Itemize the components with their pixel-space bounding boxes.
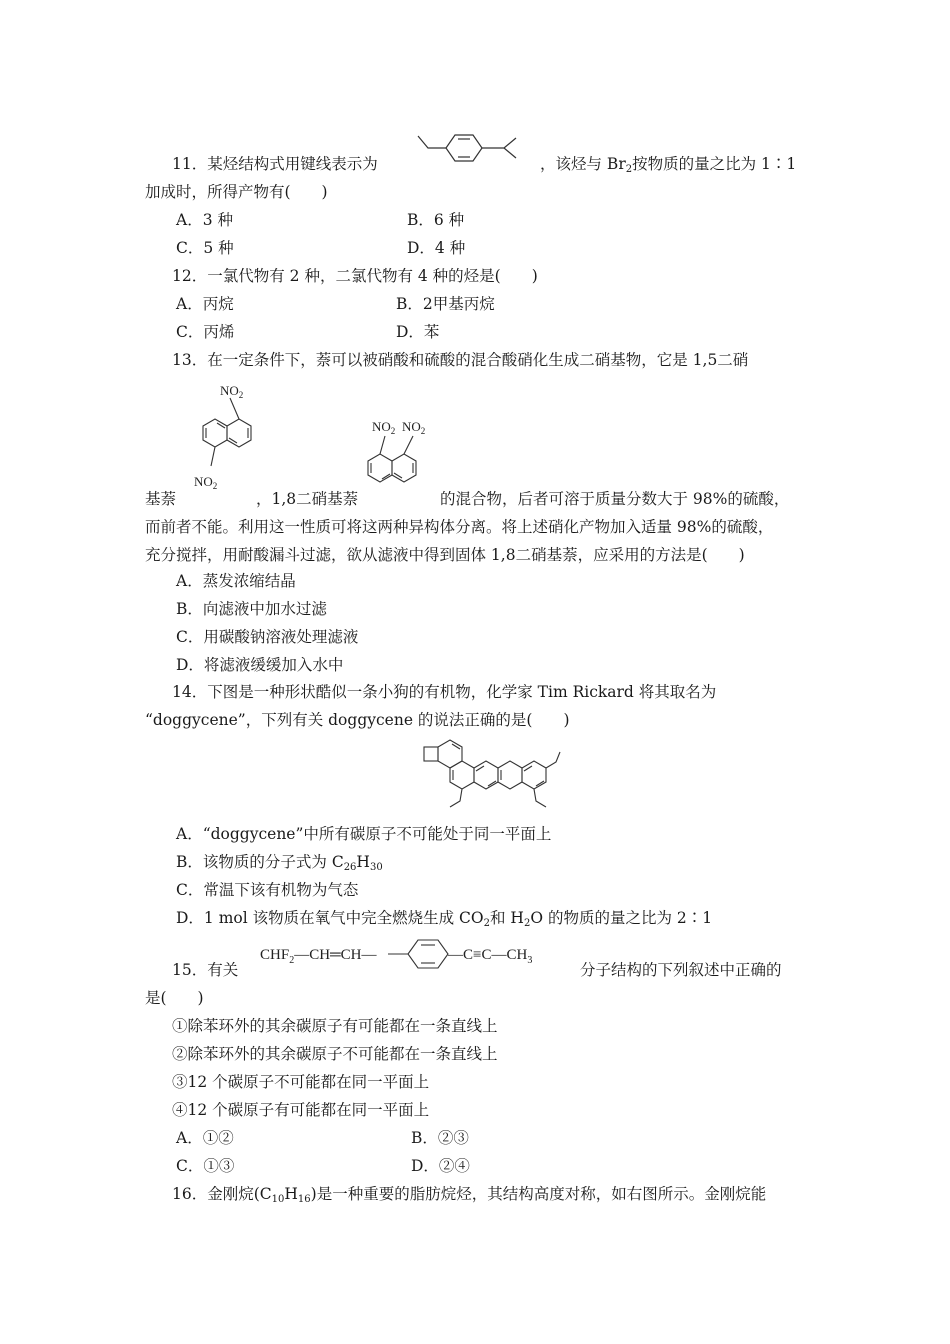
q11-stem-b: ，该烃与 Br bbox=[540, 155, 626, 173]
no2-18b-label: NO bbox=[402, 419, 421, 434]
q16-sub2: 16 bbox=[297, 1194, 311, 1205]
q11-option-c: C．5 种 bbox=[176, 239, 234, 257]
q15-statement-4: ④12 个碳原子有可能都在同一平面上 bbox=[172, 1101, 430, 1119]
q11-stem-line1 bbox=[172, 153, 378, 175]
q14-option-d-text-c: O 的物质的量之比为 2∶1 bbox=[530, 909, 713, 927]
q13-stem-b3: 的混合物，后者可溶于质量分数大于 98%的硫酸， bbox=[440, 490, 790, 508]
q13-stem-b2: ，1,8二硝基萘 bbox=[256, 490, 359, 508]
no2-bottom-sub: 2 bbox=[212, 481, 218, 491]
doggycene-structure bbox=[420, 735, 570, 821]
q14-stem-line1: 14．下图是一种形状酷似一条小狗的有机物，化学家 Tim Rickard 将其取名为 bbox=[172, 683, 717, 701]
q14-option-b-sub1: 26 bbox=[343, 862, 357, 873]
q12-option-c: C．丙烯 bbox=[176, 323, 235, 341]
q13-option-a: A．蒸发浓缩结晶 bbox=[176, 572, 296, 590]
q13-option-d: D．将滤液缓缓加入水中 bbox=[176, 656, 344, 674]
q14-option-d-sub2: 2 bbox=[523, 918, 531, 929]
q11-option-d: D．4 种 bbox=[407, 239, 466, 257]
q11-skeletal-structure bbox=[408, 128, 538, 168]
q15-option-a: A．①② bbox=[176, 1129, 234, 1147]
svg-text:NO2 bbox=[372, 419, 395, 436]
svg-text:NO2 bbox=[402, 419, 425, 436]
q13-stem-line1: 13．在一定条件下，萘可以被硝酸和硫酸的混合酸硝化生成二硝基物，它是 1,5二硝 bbox=[172, 351, 749, 369]
q15-formula-ch3-sub: 3 bbox=[527, 955, 533, 966]
q12-option-a: A．丙烷 bbox=[176, 295, 234, 313]
q15-formula-chf: CHF bbox=[260, 947, 290, 963]
q15-formula-right: —C≡C—CH bbox=[448, 947, 528, 963]
q15-formula-mid: —CH═CH— bbox=[294, 947, 377, 963]
q15-stem-c: 是( ) bbox=[145, 989, 204, 1007]
no2-bottom-label: NO bbox=[194, 474, 213, 489]
q14-option-c: C．常温下该有机物为气态 bbox=[176, 881, 359, 899]
q11-stem-a: 11．某烃结构式用键线表示为 bbox=[172, 155, 378, 173]
q14-option-b-text-b: H bbox=[356, 853, 370, 871]
q15-structural-formula bbox=[258, 936, 578, 972]
q13-stem-line4: 充分搅拌，用耐酸漏斗过滤，欲从滤液中得到固体 1,8二硝基萘，应采用的方法是( ) bbox=[145, 546, 745, 564]
q15-statement-1: ①除苯环外的其余碳原子有可能都在一条直线上 bbox=[172, 1017, 498, 1035]
q13-option-c: C．用碳酸钠溶液处理滤液 bbox=[176, 628, 359, 646]
q12-option-b: B．2甲基丙烷 bbox=[396, 295, 495, 313]
q12-option-d: D．苯 bbox=[396, 323, 440, 341]
q15-option-c: C．①③ bbox=[176, 1157, 235, 1175]
q15-statement-2: ②除苯环外的其余碳原子不可能都在一条直线上 bbox=[172, 1045, 498, 1063]
q14-option-d-text-a: D．1 mol 该物质在氧气中完全燃烧生成 CO bbox=[176, 909, 484, 927]
q15-option-d: D．②④ bbox=[411, 1157, 470, 1175]
q14-option-d-sub1: 2 bbox=[483, 918, 490, 929]
q14-option-d-text-b: 和 H bbox=[490, 909, 524, 927]
q13-stem-line3: 而前者不能。利用这一性质可将这两种异构体分离。将上述硝化产物加入适量 98%的硫酸， bbox=[145, 518, 774, 536]
q14-option-b-sub2: 30 bbox=[369, 862, 383, 873]
q11-option-a: A．3 种 bbox=[176, 211, 233, 229]
q15-formula-chf-sub: 2 bbox=[289, 955, 295, 966]
q16-stem-a: 16．金刚烷(C bbox=[172, 1185, 272, 1203]
q16-stem bbox=[172, 1183, 766, 1211]
no2-18a-label: NO bbox=[372, 419, 391, 434]
q14-option-b-text-a: B．该物质的分子式为 C bbox=[176, 853, 344, 871]
svg-text:NO2 bbox=[220, 383, 243, 400]
q15-statement-3: ③12 个碳原子不可能都在同一平面上 bbox=[172, 1073, 430, 1091]
q11-stem-line2: 加成时，所得产物有( ) bbox=[145, 183, 328, 201]
dinitronaphthalene-15-structure bbox=[178, 378, 258, 490]
no2-top-sub: 2 bbox=[238, 390, 244, 400]
q14-option-b bbox=[176, 851, 383, 879]
q11-stem-c: 按物质的量之比为 1∶1 bbox=[632, 155, 797, 173]
no2-top-label: NO bbox=[220, 383, 239, 398]
no2-18b-sub: 2 bbox=[420, 426, 426, 436]
q13-stem-b1: 基萘 bbox=[145, 490, 177, 508]
q16-sub1: 10 bbox=[271, 1194, 285, 1205]
q15-stem-b: 分子结构的下列叙述中正确的 bbox=[580, 961, 782, 979]
q13-option-b: B．向滤液中加水过滤 bbox=[176, 600, 327, 618]
q11-option-b: B．6 种 bbox=[407, 211, 465, 229]
svg-text:NO2 bbox=[194, 474, 217, 491]
svg-text:—C≡C—CH3 bbox=[447, 947, 532, 966]
svg-text:CHF2—CH═CH— bbox=[260, 947, 377, 966]
q11-stem-b-sub: 2 bbox=[625, 164, 633, 175]
dinitronaphthalene-18-structure bbox=[358, 416, 448, 506]
q14-option-a: A．“doggycene”中所有碳原子不可能处于同一平面上 bbox=[176, 825, 552, 843]
q15-option-b: B．②③ bbox=[411, 1129, 469, 1147]
no2-18a-sub: 2 bbox=[390, 426, 396, 436]
q16-stem-c: )是一种重要的脂肪烷烃，其结构高度对称，如右图所示。金刚烷能 bbox=[310, 1185, 767, 1203]
q15-stem-a: 15．有关 bbox=[172, 961, 239, 979]
q16-stem-b: H bbox=[284, 1185, 298, 1203]
q14-option-d bbox=[176, 907, 712, 935]
q11-stem-line1b bbox=[540, 153, 796, 181]
q12-stem: 12．一氯代物有 2 种，二氯代物有 4 种的烃是( ) bbox=[172, 267, 538, 285]
q14-stem-line2: “doggycene”，下列有关 doggycene 的说法正确的是( ) bbox=[145, 711, 570, 729]
